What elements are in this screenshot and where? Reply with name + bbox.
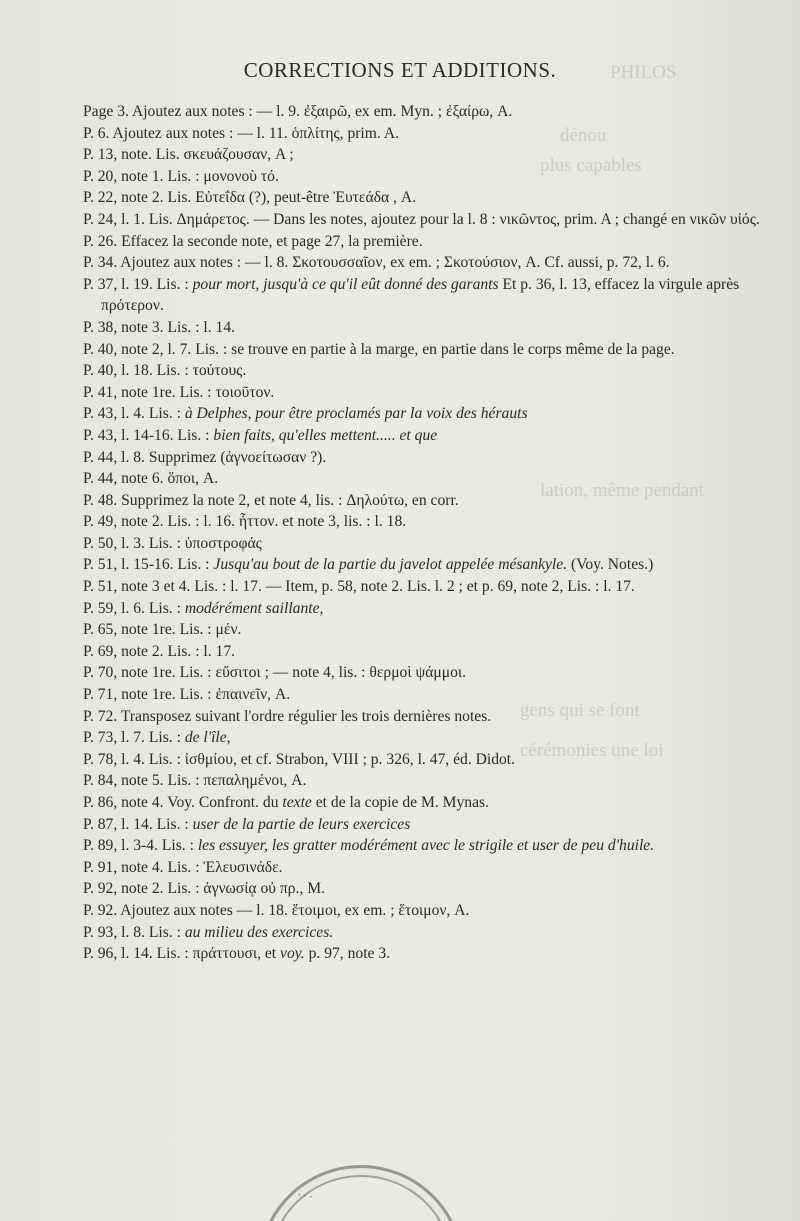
correction-entry bbox=[83, 144, 763, 166]
correction-text-pre: Page 3. Ajoutez aux notes : — l. 9. ἐξαιρῶ, ex em. Myn. ; ἐξαίρω, A. bbox=[83, 103, 513, 120]
correction-entry bbox=[83, 792, 763, 814]
correction-text-pre: P. 41, note 1re. Lis. : τοιοῦτον. bbox=[83, 383, 275, 401]
correction-entry bbox=[83, 447, 763, 469]
correction-entry bbox=[83, 598, 763, 620]
correction-entry bbox=[83, 684, 763, 706]
correction-entry bbox=[83, 576, 763, 598]
correction-text-it: bien faits, qu'elles mettent..... et que bbox=[213, 426, 438, 444]
correction-entry bbox=[83, 187, 763, 209]
correction-text-pre: P. 13, note. Lis. σκευάζουσαν, A ; bbox=[83, 146, 294, 164]
correction-text-pre: P. 71, note 1re. Lis. : ἐπαινεῖν, A. bbox=[83, 686, 291, 704]
correction-entry bbox=[83, 382, 763, 404]
correction-text-pre: P. 91, note 4. Lis. : Ἐλευσινάδε. bbox=[83, 858, 283, 876]
correction-entry bbox=[83, 857, 763, 879]
correction-entry bbox=[83, 511, 763, 533]
correction-entry bbox=[83, 662, 763, 684]
correction-text-pre: P. 59, l. 6. Lis. : bbox=[83, 599, 185, 617]
correction-text-post: et de la copie de M. Mynas. bbox=[311, 794, 489, 811]
correction-entry bbox=[83, 922, 763, 944]
correction-entry bbox=[83, 231, 763, 253]
correction-text-pre: P. 89, l. 3-4. Lis. : bbox=[83, 837, 198, 855]
correction-entry bbox=[83, 403, 763, 425]
correction-entry bbox=[83, 641, 763, 663]
correction-entry bbox=[83, 317, 763, 339]
correction-text-pre: P. 69, note 2. Lis. : l. 17. bbox=[83, 642, 236, 660]
correction-text-pre: P. 50, l. 3. Lis. : ὑποστροφάς bbox=[83, 534, 262, 552]
bleed-through: PHILOS bbox=[610, 62, 677, 83]
correction-entry bbox=[83, 706, 763, 728]
correction-entry bbox=[83, 252, 763, 274]
correction-text-post: p. 97, note 3. bbox=[304, 945, 391, 963]
corrections-list bbox=[83, 101, 763, 965]
bleed-through: lation, même pendant bbox=[540, 480, 705, 501]
correction-entry bbox=[83, 274, 763, 317]
correction-entry bbox=[83, 878, 763, 900]
correction-text-pre: P. 22, note 2. Lis. Εὐτεΐδα (?), peut-être Ἐυτεάδα , A. bbox=[83, 189, 417, 207]
correction-entry bbox=[83, 943, 763, 965]
correction-entry bbox=[83, 123, 763, 145]
correction-text-pre: P. 26. Effacez la seconde note, et page 27, la première. bbox=[83, 232, 423, 250]
correction-entry bbox=[83, 533, 763, 555]
correction-text-pre: P. 44, note 6. ὅποι, A. bbox=[83, 470, 219, 488]
bleed-through: plus capables bbox=[540, 155, 642, 176]
correction-entry bbox=[83, 770, 763, 792]
bleed-through: gens qui se font bbox=[520, 700, 640, 721]
correction-text-pre: P. 84, note 5. Lis. : πεπαλημένοι, A. bbox=[83, 772, 307, 790]
correction-text-post: (Voy. Notes.) bbox=[567, 556, 654, 574]
correction-text-pre: P. 6. Ajoutez aux notes : — l. 11. ὁπλίτης, prim. A. bbox=[83, 124, 399, 142]
correction-text-it: voy. bbox=[280, 945, 305, 963]
correction-entry bbox=[83, 619, 763, 641]
stamp-text: ... bbox=[296, 1183, 317, 1203]
library-stamp bbox=[258, 1165, 464, 1221]
correction-text-it: de l'île, bbox=[184, 729, 231, 747]
correction-text-it: à Delphes, pour être proclamés par la voix des hérauts bbox=[184, 405, 528, 423]
correction-text-pre: P. 40, note 2, l. 7. Lis. : se trouve en partie à la marge, en partie dans le corps même de la page. bbox=[83, 340, 675, 358]
correction-text-pre: P. 72. Transposez suivant l'ordre régulier les trois dernières notes. bbox=[83, 707, 492, 725]
correction-text-it: Jusqu'au bout de la partie du javelot appelée mésankyle. bbox=[213, 556, 568, 574]
correction-text-pre: P. 48. Supprimez la note 2, et note 4, lis. : Δηλούτω, en corr. bbox=[83, 491, 459, 509]
page-title: CORRECTIONS ET ADDITIONS. bbox=[243, 58, 557, 82]
correction-text-pre: P. 93, l. 8. Lis. : bbox=[83, 923, 185, 941]
correction-text-pre: P. 34. Ajoutez aux notes : — l. 8. Σκοτουσσαῖον, ex em. ; Σκοτούσιον, A. Cf. aussi, p. 72, l. 6. bbox=[83, 254, 670, 272]
correction-text-pre: P. 92. Ajoutez aux notes — l. 18. ἕτοιμοι, ex em. ; ἕτοιμον, A. bbox=[83, 901, 470, 919]
correction-entry bbox=[83, 727, 763, 749]
correction-text-post: Et p. 36, l. 13, effacez la virgule après πρότερον. bbox=[101, 275, 740, 315]
correction-entry bbox=[83, 900, 763, 922]
correction-entry bbox=[83, 339, 763, 361]
correction-text-pre: P. 49, note 2. Lis. : l. 16. ἧττον. et note 3, lis. : l. 18. bbox=[83, 513, 407, 531]
correction-entry bbox=[83, 360, 763, 382]
correction-entry bbox=[83, 554, 763, 576]
correction-entry bbox=[83, 101, 763, 123]
bleed-through: cérémonies une loi bbox=[520, 740, 664, 761]
correction-entry bbox=[83, 490, 763, 512]
correction-text-it: pour mort, jusqu'à ce qu'il eût donné des garants bbox=[192, 275, 499, 293]
correction-text-pre: P. 73, l. 7. Lis. : bbox=[83, 729, 185, 747]
correction-text-pre: P. 38, note 3. Lis. : l. 14. bbox=[83, 318, 236, 336]
correction-entry bbox=[83, 166, 763, 188]
correction-text-it: au milieu des exercices. bbox=[184, 923, 334, 941]
correction-text-pre: P. 20, note 1. Lis. : μονονοὺ τό. bbox=[83, 167, 279, 185]
correction-text-it: texte bbox=[282, 794, 312, 811]
correction-text-it: modérément saillante, bbox=[184, 599, 324, 617]
correction-entry bbox=[83, 425, 763, 447]
correction-text-pre: P. 51, note 3 et 4. Lis. : l. 17. — Item, p. 58, note 2. Lis. l. 2 ; et p. 69, note 2, Lis. : l. 17. bbox=[83, 578, 635, 596]
correction-entry bbox=[83, 814, 763, 836]
correction-text-pre: P. 65, note 1re. Lis. : μέν. bbox=[83, 621, 242, 639]
correction-text-pre: P. 70, note 1re. Lis. : εὔσιτοι ; — note 4, lis. : θερμοὶ ψάμμοι. bbox=[83, 664, 466, 682]
correction-text-pre: P. 43, l. 14-16. Lis. : bbox=[83, 426, 214, 444]
correction-text-it: les essuyer, les gratter modérément avec le strigile et user de peu d'huile. bbox=[197, 837, 655, 855]
correction-text-pre: P. 51, l. 15-16. Lis. : bbox=[83, 556, 214, 574]
correction-text-pre: P. 87, l. 14. Lis. : bbox=[83, 815, 193, 833]
correction-text-pre: P. 24, l. 1. Lis. Δημάρετος. — Dans les notes, ajoutez pour la l. 8 : νικῶντος, prim. A ; changé en νικῶν υἱός. bbox=[83, 210, 760, 228]
correction-text-pre: P. 78, l. 4. Lis. : ἰσθμίου, et cf. Strabon, VIII ; p. 326, l. 47, éd. Didot. bbox=[83, 750, 516, 768]
correction-text-pre: P. 44, l. 8. Supprimez (ἀγνοείτωσαν ?). bbox=[83, 448, 327, 466]
correction-text-pre: P. 92, note 2. Lis. : ἀγνωσίᾳ οὐ πρ., M. bbox=[83, 880, 325, 898]
correction-entry bbox=[83, 749, 763, 771]
correction-text-pre: P. 37, l. 19. Lis. : bbox=[83, 275, 193, 293]
correction-text-pre: P. 40, l. 18. Lis. : τούτους. bbox=[83, 362, 247, 380]
correction-text-it: user de la partie de leurs exercices bbox=[192, 815, 411, 833]
correction-text-pre: P. 43, l. 4. Lis. : bbox=[83, 405, 185, 423]
correction-entry bbox=[83, 209, 763, 231]
correction-entry bbox=[83, 468, 763, 490]
correction-text-pre: P. 96, l. 14. Lis. : πράττουσι, et bbox=[83, 945, 281, 963]
bleed-through: dénou bbox=[560, 125, 607, 146]
correction-text-pre: P. 86, note 4. Voy. Confront. du bbox=[83, 794, 283, 811]
correction-entry bbox=[83, 835, 763, 857]
